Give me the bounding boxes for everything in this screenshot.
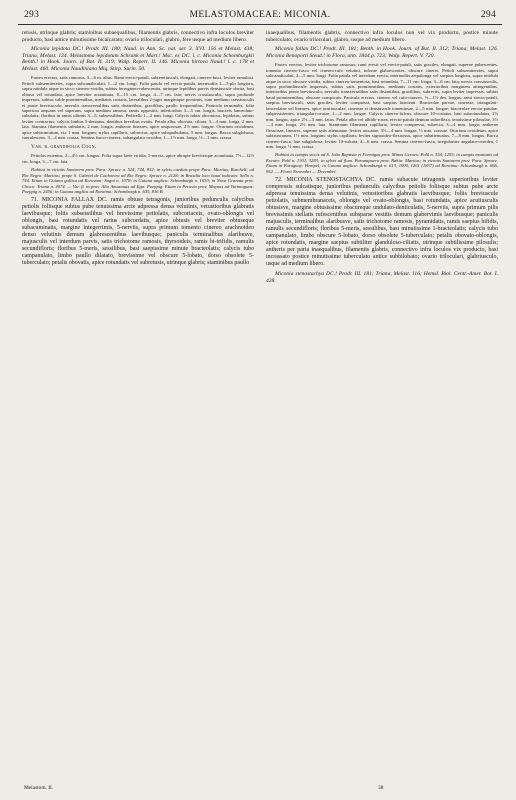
left-habitat: Habitat in viciniis Santarem prov. Para: Spruce n. 524, 744, 832; in sylvis caeduis prope Para: Martius, Burchell; ad Rio Negro: Martius; prope S. Gabriel de Cachoeira ad Rio Negro: Spruce n. 2128; in Brasilia loco haud indicato: Sello n. 744. Etiam in Guiana gallica ad Kerovani: Sagot n. 1078; in Guiana anglica: Schomburgk n. 1030; in Nova Granata prov. Choco: Triana n. 4074. — Var. β. in prov. Alto Amazonas ad Ega: Poeppig. Etiam in Peruvia prov. Maynas ad Yurimaguas: Poeppig n. 2456; in Guiana anglica ad Roraima: Schomburgk n. 635, 836 B. bbox=[22, 167, 254, 194]
species-71-diagnosis: 71. MICONIA FALLAX DC. ramis obtuse tetragonis, junioribus pedunculis calycibus petiolis foliisque subtus pube tenuissima arcte adpressa densa velutinis, vetustioribus glabratis laevibusque; foliis subsessilibus vel brevissime petiolatis, subcoriaceis, ovato-oblongis vel oblongis, basi rotundatis vel rarius subcordatis, apice obtusis vel breviter obtuseque subacuminatis, margine integerrimis, 5-nerviis, supra primum tomento cinereo arachnoideo denso velutinis demum glabrescentibus laevibusque; paniculis terminalibus alaribusve, majusculis vel interdum parvis, satis trichotome ramosis, thyrsoideis, ramis bi-trifidis, ramulis secundifloris; floribus 5-meris, sessilibus, basi saepissime minute bracteolatis; calycis tubo campanulato, limbo paullo dilatato, brevissime vel obscure 5-lobato, dorso obsolete 5-tuberculato; petalis obovatis, apice rotundatis vel subretusis, utrinque glabris; staminibus paullo bbox=[22, 197, 254, 267]
left-column bbox=[22, 30, 254, 782]
right-continuation: inaequalibus, filamentis glabris, connectivo infra loculos non vel vix producto, postice minute tuberculato; ovario triloculari, glabro, usque ad medium libero. bbox=[266, 30, 498, 43]
gathering-number: 38 bbox=[378, 785, 384, 791]
right-synonymy: Miconia fallax DC.! Prodr. III. 181; Benth. in Hook. Journ. of Bot. II. 312; Triana, Melast. 126. Miconia Benoporti Steud.! in Flora, ann. 1844 p. 723; Walp. Repert. V. 720. bbox=[266, 46, 498, 59]
signature-mark: Melastom. II. bbox=[24, 785, 54, 791]
right-column bbox=[266, 30, 498, 782]
right-habitat: Habitat in campis siccis ad S. João Baptista et Formigas prov. Minas Geraes: Pohl n. 554, 1293; in campis montanis ad Escuro: Pohl n. 1301, 3283; in sylvis ad flum. Paranapuera prov. Bahia: Martius; in viciniis Santarem prov. Para: Spruce. Etiam in Paraguay: Hempel; in Guiana anglica: Schomburgk n. 613, 1090, 1261 (1837) ad Roraima: Schomburgk n. 666, 952. — Floret Novembri — Decembri. bbox=[266, 152, 498, 174]
header-rule bbox=[18, 24, 502, 25]
running-title: MELASTOMACEAE: MICONIA. bbox=[189, 10, 331, 20]
variety-description: Petiolus extentus, 2—4½ cm. longus. Folia supra laete viridia, 5-nervia, apice abrupte breviterque acuminata, 7½—12½ cm. longa, 3—7 cm. lata. bbox=[22, 153, 254, 164]
left-description: Frutex erectus, satis ramosus, 3—6 m. altus. Rami erecto-patuli, subteretiusculi, elongati, cinereo-fusci, leviter ramulosi. Petioli subsemiteretes, supra subcanaliculati, 1—2 cm. longi. Folia patula vel erecto-patula, internodiis 2—5-plo longiora, supra nitidula atque in sicco cinereo-viridia, subtus ferrugineo-rubescentia, utrinque lepidibus parvis densiuscule obsita, basi obtusa vel rotundata, apice breviter acuminata, 8—15 cm. longa, 4—7 cm. lata; nervis crassiusculis, supra profunde impressis, subtus valde prominentibus, medianis costatis, lateralibus 2-jugis marginique proximis, cum mediano crassiusculis et ponte breviusculo; nervulis transversalibus satis distantibus, gracilibus, paullo frequentibus. Panicula terminalis, folia superiora aequans vel superans, supra medium ramosa, ramis oppositis, inferioribus 3—5 cm. longis, bracteis lanceolato-subulatis; floribus in ramis ultimis 3—5, subsessilibus. Pedicelli 1—2 mm. longi. Calycis tubus obconicus, lepidotus, subtus leviter contractus; calycis limbus 5-dentatus, dentibus brevibus ovatis. Petala alba, obovata, ciliata, 3—4 mm. longa, 2 mm. lata. Stamina filamentis subulatis, 2 mm. longis; antherae lineares, apice uniporosae, 2½ mm. longae. Ovarium ovoideum, apice subtruncatum, vix 1 mm. longum; stylus capillaris, subrectus, apice subspathulatus, 5 mm. longus. Bacca subglobosa, caerulescens, 3—4 mm. crassa. Semina fusco-cinerea, subangulato-ovoidea, 1—1½ mm. longa, ½—1 mm. crassa. bbox=[22, 75, 254, 141]
species-72-diagnosis: 72. MICONIA STENOSTACHYA DC. ramis subacute tetragonis superioribus leviter compressis sulcatisque, junioribus pedunculis calycibus petiolis foliisque subtus pube arcte adpressa tenuissima densa velutinis, vetustioribus glabratis laevibusque; foliis breviuscule petiolatis, submembranaceis, oblongis vel ovato-oblongis, basi rotundatis, apice acutiusculis obtusisve, margine obtusissime obscureque undulato-denticulatis, 5-nerviis, supra primum pilis brevissimis stellatis rufescentibus subsparse vestitis demum glabervimis laevibusque; paniculis majusculis, terminalibus alaribusve, satis trichotome ramosis, pyramidatis, ramis saepius bifidis, ramulis secundifloris; floribus 5-meris, sessilibus, basi minutissime 1-bracteolatis; calycis tubo campanulato, limbo obscure 5-lobato, dorso obsolete 5-tuberculato; petalis obovato-oblongis, apice rotundatis, margine saepius subtiliter glanduloso-ciliatis, utrinque subtilissime pilosulis; antheris per paria inaequalibus, filamentis glabris, connectivo infra loculos vix producto, basi incrassato postice minutissime tuberculato antice subbilobato; ovario triloculari, glabriusculo, usque ad medium libero. bbox=[266, 177, 498, 268]
left-synonymy: Miconia lepidota DC.! Prodr. III. 180; Naud. in Ann. Sc. nat. ser. 3. XVI. 156 et Melast. 438; Triana, Melast. 124. Melastoma lepidotum Schrank et Mart.! Msc. ex DC. l. c. Miconia Schomburgkii Benth.! in Hook. Journ. of Bot. II. 319; Walp. Repert. II. 146. Miconia hirtova Naud.! l. c. 178 et Melast. 460. Miconia Naudiniana Miq. Stirp. Surin. 50. bbox=[22, 46, 254, 72]
left-continuation: retusis, utrinque glabris; staminibus subaequalibus, filamentis glabris, connectivo infra loculos breviter producto, basi antice minutissime bicalcarato; ovario triloculari, glabro, fere usque ad medium libero. bbox=[22, 30, 254, 43]
page-number-left: 293 bbox=[24, 10, 40, 20]
right-description: Frutex erectus, leviter trichotome ramosus; rami erecti vel erecto-patuli, satis graciles, elongati, superne pubescentes, tomento cinereo-fusco vel cinereo-rufo velutini, inferne glabrescentes, obscure cinerei. Petioli subsemiteretes, supra subcanaliculati, 2—5 mm. longi. Folia patula vel interdum erecta, internodiis aequilonga vel saepius longiora, supra nitidula atque in sicco obscure viridia, subtus cinereo-tomentosa, basi rotundata, 7—11 cm. longa, 3—6 cm. lata; nervis crassiusculis, supra profundiuscule impressis, subtus satis prominentibus, medianis costatis, exterioribus marginem attingentibus, interioribus ponte breviusculo; nervulis transversalibus satis distantibus, gracilibus, subrectis, supra leviter impressis, subtus haud prominentibus, obscure conspicuis. Panicula erectus, cinereo vel rufo-cinereo, ½—1½ dm. longus; rami erecto-patuli, saepius breviusculi, satis graciles, leviter compressi, basi saepius bracteati. Bracteolae parvae, cinereae, triangulari-lanceolatae vel lineares, apice acutiusculae, cinereae et densiuscule tomentosae, 2—5 mm. longae; bracteolae erecto-patulae, subpersistentes, triangulari-ovatae, 1—2 mm. longae. Calycis cinereo-fulvus, obscure 10-costatus, basi subrotundatus, 2½ mm. longus, apice 2½—3 mm. latus. Petala alba vel albido-rosea, erecto-patula demum subreflexa, tenuissime pilosulae, 3½—4 mm. longa, 2½ mm. lata. Staminum filamenta capillaria, leviter compressa, subrecta, 3—4 mm. longa; antherae flexuosae, lineares, superne satis attenuatae, leviter arcuatae, 3½—4 mm. longae, ⅓ mm. crassae. Ovarium ovoideum, apice subtruncatum, 1½ mm. longum; stylus capillaris, leviter sigmoideo-flexuosus, apice subattenuatus, 7—8 mm. longus. Bacca cinereo-fusca, late subglobosa, leviter 10-sulcata, 4—6 mm. crassa. Semina cinereo-fusca, irregulariter angulato-ovoidea, 1 mm. longa, ½ mm. crassa. bbox=[266, 62, 498, 149]
running-header bbox=[18, 10, 502, 22]
variety-title: Var. β. grandifolia Cogn. bbox=[31, 143, 97, 150]
species-72-synonymy: Miconia stenostachya DC.! Prodr. III. 181; Triana, Melast. 116; Hemsl. Biol. Centr.-Amer. Bot. I. 428. bbox=[266, 271, 498, 284]
page-number-right: 294 bbox=[480, 10, 496, 20]
